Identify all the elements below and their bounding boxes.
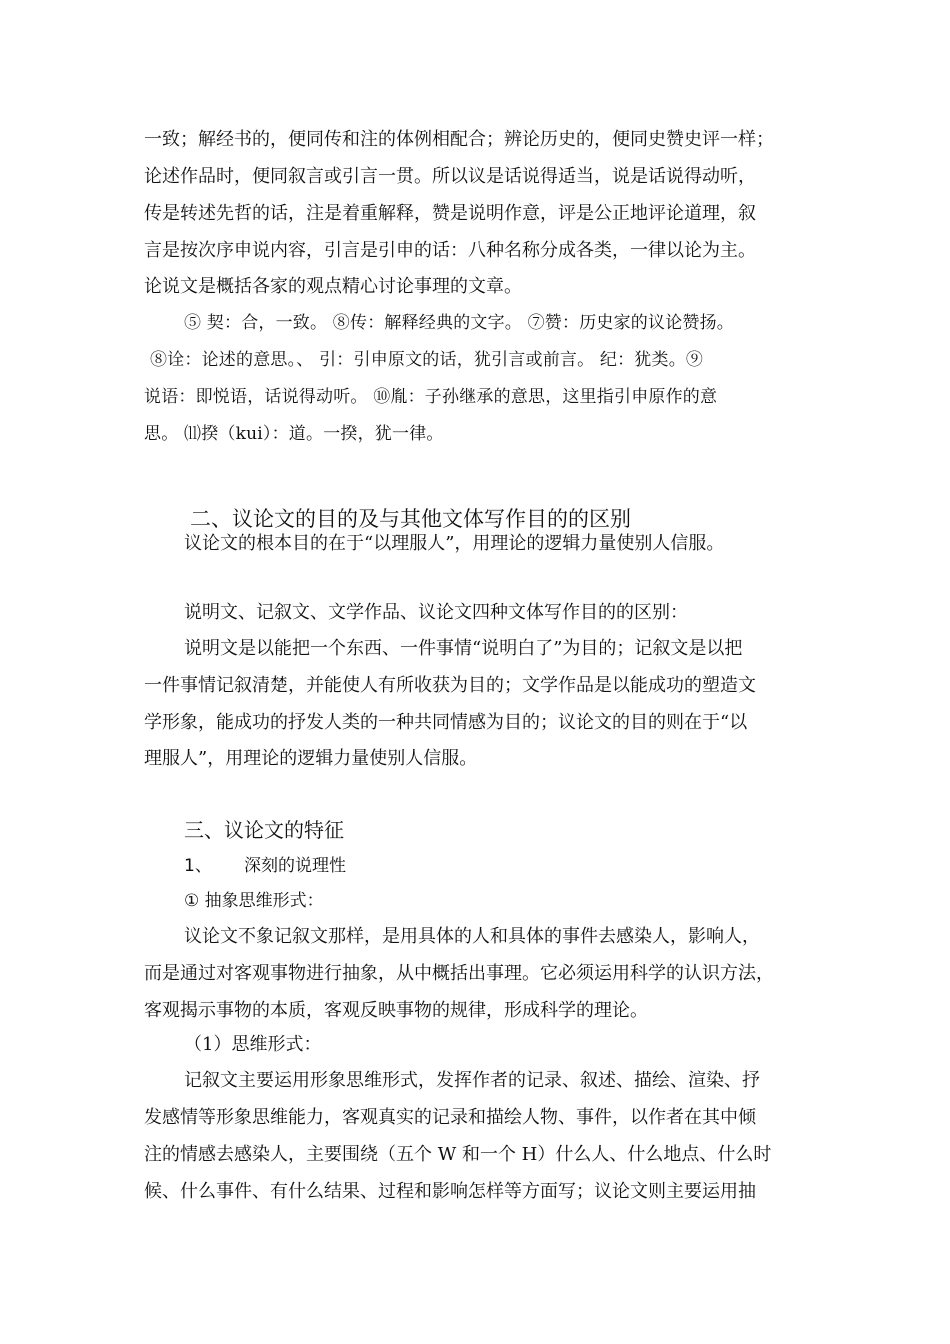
paragraph-line: 一件事情记叙清楚，并能使人有所收获为目的；文学作品是以能成功的塑造文 <box>144 675 756 696</box>
paragraph-line: 客观揭示事物的本质，客观反映事物的规律，形成科学的理论。 <box>144 1000 648 1021</box>
compare-title: 说明文、记叙文、文学作品、议论文四种文体写作目的的区别： <box>184 602 688 623</box>
footnote-line: 说语：即悦语，话说得动听。 ⑩胤：子孙继承的意思，这里指引申原作的意 <box>144 387 718 407</box>
list-item-heading <box>184 854 346 878</box>
paragraph-line: 候、什么事件、有什么结果、过程和影响怎样等方面写；议论文则主要运用抽 <box>144 1181 756 1202</box>
footnote-line: ⑧诠：论述的意思。、 引：引申原文的话，犹引言或前言。 纪：犹类。⑨ <box>150 350 704 370</box>
paragraph-line: 而是通过对客观事物进行抽象，从中概括出事理。它必须运用科学的认识方法， <box>144 963 774 984</box>
subsection-title: ① 抽象思维形式： <box>184 891 324 911</box>
paragraph-line: 论说文是概括各家的观点精心讨论事理的文章。 <box>144 276 522 297</box>
paragraph-line: 注的情感去感染人，主要围绕（五个 W 和一个 H）什么人、什么地点、什么时 <box>144 1144 772 1165</box>
subsection-title: （1）思维形式： <box>184 1034 322 1055</box>
paragraph-line: 学形象，能成功的抒发人类的一种共同情感为目的；议论文的目的则在于“以 <box>144 712 748 733</box>
paragraph-line: 议论文不象记叙文那样，是用具体的人和具体的事件去感染人，影响人， <box>184 926 760 947</box>
footnote-line: ⑤ 契：合，一致。 ⑧传：解释经典的文字。 ⑦赞：历史家的议论赞扬。 <box>184 313 735 333</box>
paragraph-line: 理服人”，用理论的逻辑力量使别人信服。 <box>144 748 478 769</box>
paragraph-line: 记叙文主要运用形象思维形式，发挥作者的记录、叙述、描绘、渲染、抒 <box>184 1070 760 1091</box>
list-item-number: 1、 <box>184 856 212 876</box>
section-heading: 二、议论文的目的及与其他文体写作目的的区别 <box>190 507 631 531</box>
section-heading: 三、议论文的特征 <box>184 818 344 842</box>
paragraph-line: 说明文是以能把一个东西、一件事情“说明白了”为目的；记叙文是以把 <box>184 638 743 659</box>
paragraph-line: 论述作品时，便同叙言或引言一贯。所以议是话说得适当，说是话说得动听， <box>144 166 756 187</box>
paragraph-line: 言是按次序申说内容，引言是引申的话：八种名称分成各类，一律以论为主。 <box>144 240 756 261</box>
intro-line: 议论文的根本目的在于“以理服人”，用理论的逻辑力量使别人信服。 <box>184 533 725 554</box>
paragraph-line: 发感情等形象思维能力，客观真实的记录和描绘人物、事件，以作者在其中倾 <box>144 1107 756 1128</box>
footnote-line: 思。 ⑾揆（kui）：道。一揆，犹一律。 <box>144 424 444 444</box>
paragraph-line: 传是转述先哲的话，注是着重解释，赞是说明作意，评是公正地评论道理，叙 <box>144 203 756 224</box>
paragraph-line: 一致；解经书的，便同传和注的体例相配合；辨论历史的，便同史赞史评一样； <box>144 129 774 150</box>
list-item-title: 深刻的说理性 <box>244 856 346 876</box>
